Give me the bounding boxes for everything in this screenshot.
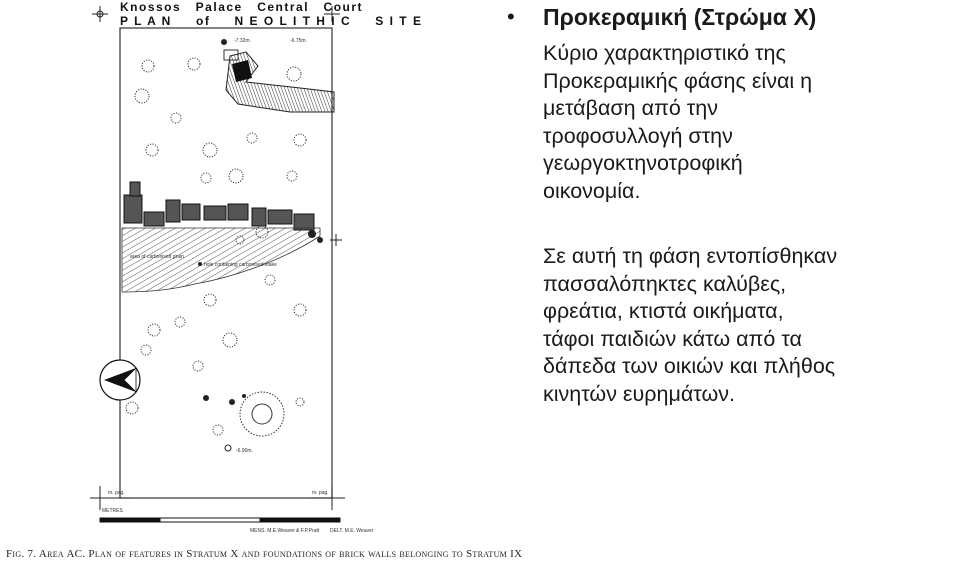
elevation-label: -6.90m.: [236, 448, 253, 454]
grid-label: m. pag.: [312, 490, 329, 496]
paragraph-line: μετάβαση από την: [543, 96, 718, 121]
elevation-label: -7.32m.: [234, 38, 251, 44]
credits-mens: MENS. M.E.Weaver & F.P.Pratt: [250, 528, 320, 534]
figure-subtitle: P L A N of N E O L I T H I C S I T E: [120, 14, 423, 28]
credits-delt: DELT. M.E. Weaver: [330, 528, 374, 534]
paragraph-line: οικονομία.: [543, 178, 641, 203]
north-arrow-icon: [100, 360, 140, 400]
paragraph-line: κινητών ευρημάτων.: [543, 381, 735, 406]
figure-caption: Fig. 7. Area AC. Plan of features in Stratum X and foundations of brick walls belonging to Stratum IX: [6, 548, 523, 560]
paragraph-line: Κύριο χαρακτηριστικό της: [543, 41, 786, 65]
figure-title: Knossos Palace Central Court: [120, 0, 364, 14]
grid-label: m. pag.: [108, 490, 125, 496]
large-pit: [240, 392, 284, 436]
paragraph-2: [543, 243, 837, 409]
brick-wall: [226, 52, 334, 112]
carbonised-grain-area: [122, 228, 320, 292]
slide-heading: Προκεραμική (Στρώμα Χ): [543, 4, 817, 30]
paragraph-line: φρεάτια, κτιστά οικήματα,: [543, 299, 784, 324]
hole-label: hole containing carbonised stake: [204, 262, 277, 268]
bullet-icon: •: [507, 4, 515, 29]
area-carbonised-label: area of carbonised grain: [130, 254, 184, 260]
grid-marker-top-left: [92, 6, 108, 22]
elevation-label: -6.75m.: [290, 38, 307, 44]
paragraph-line: τροφοσυλλογή στην: [543, 123, 733, 148]
paragraph-line: Σε αυτή τη φάση εντοπίσθηκαν: [543, 244, 838, 268]
scale-label: METRES: [102, 508, 123, 514]
paragraph-line: δάπεδα των οικιών και πλήθος: [543, 354, 836, 379]
paragraph-1: [543, 40, 812, 206]
paragraph-line: Προκεραμικής φάσης είναι η: [543, 68, 813, 93]
scale-bar: [100, 518, 340, 522]
paragraph-line: τάφοι παιδιών κάτω από τα: [543, 326, 802, 351]
grid-marker-top-right: [324, 6, 340, 22]
paragraph-line: γεωργοκτηνοτροφική: [543, 151, 743, 176]
stone-wall: [124, 182, 314, 230]
paragraph-line: πασσαλόπηκτες καλύβες,: [543, 271, 787, 296]
